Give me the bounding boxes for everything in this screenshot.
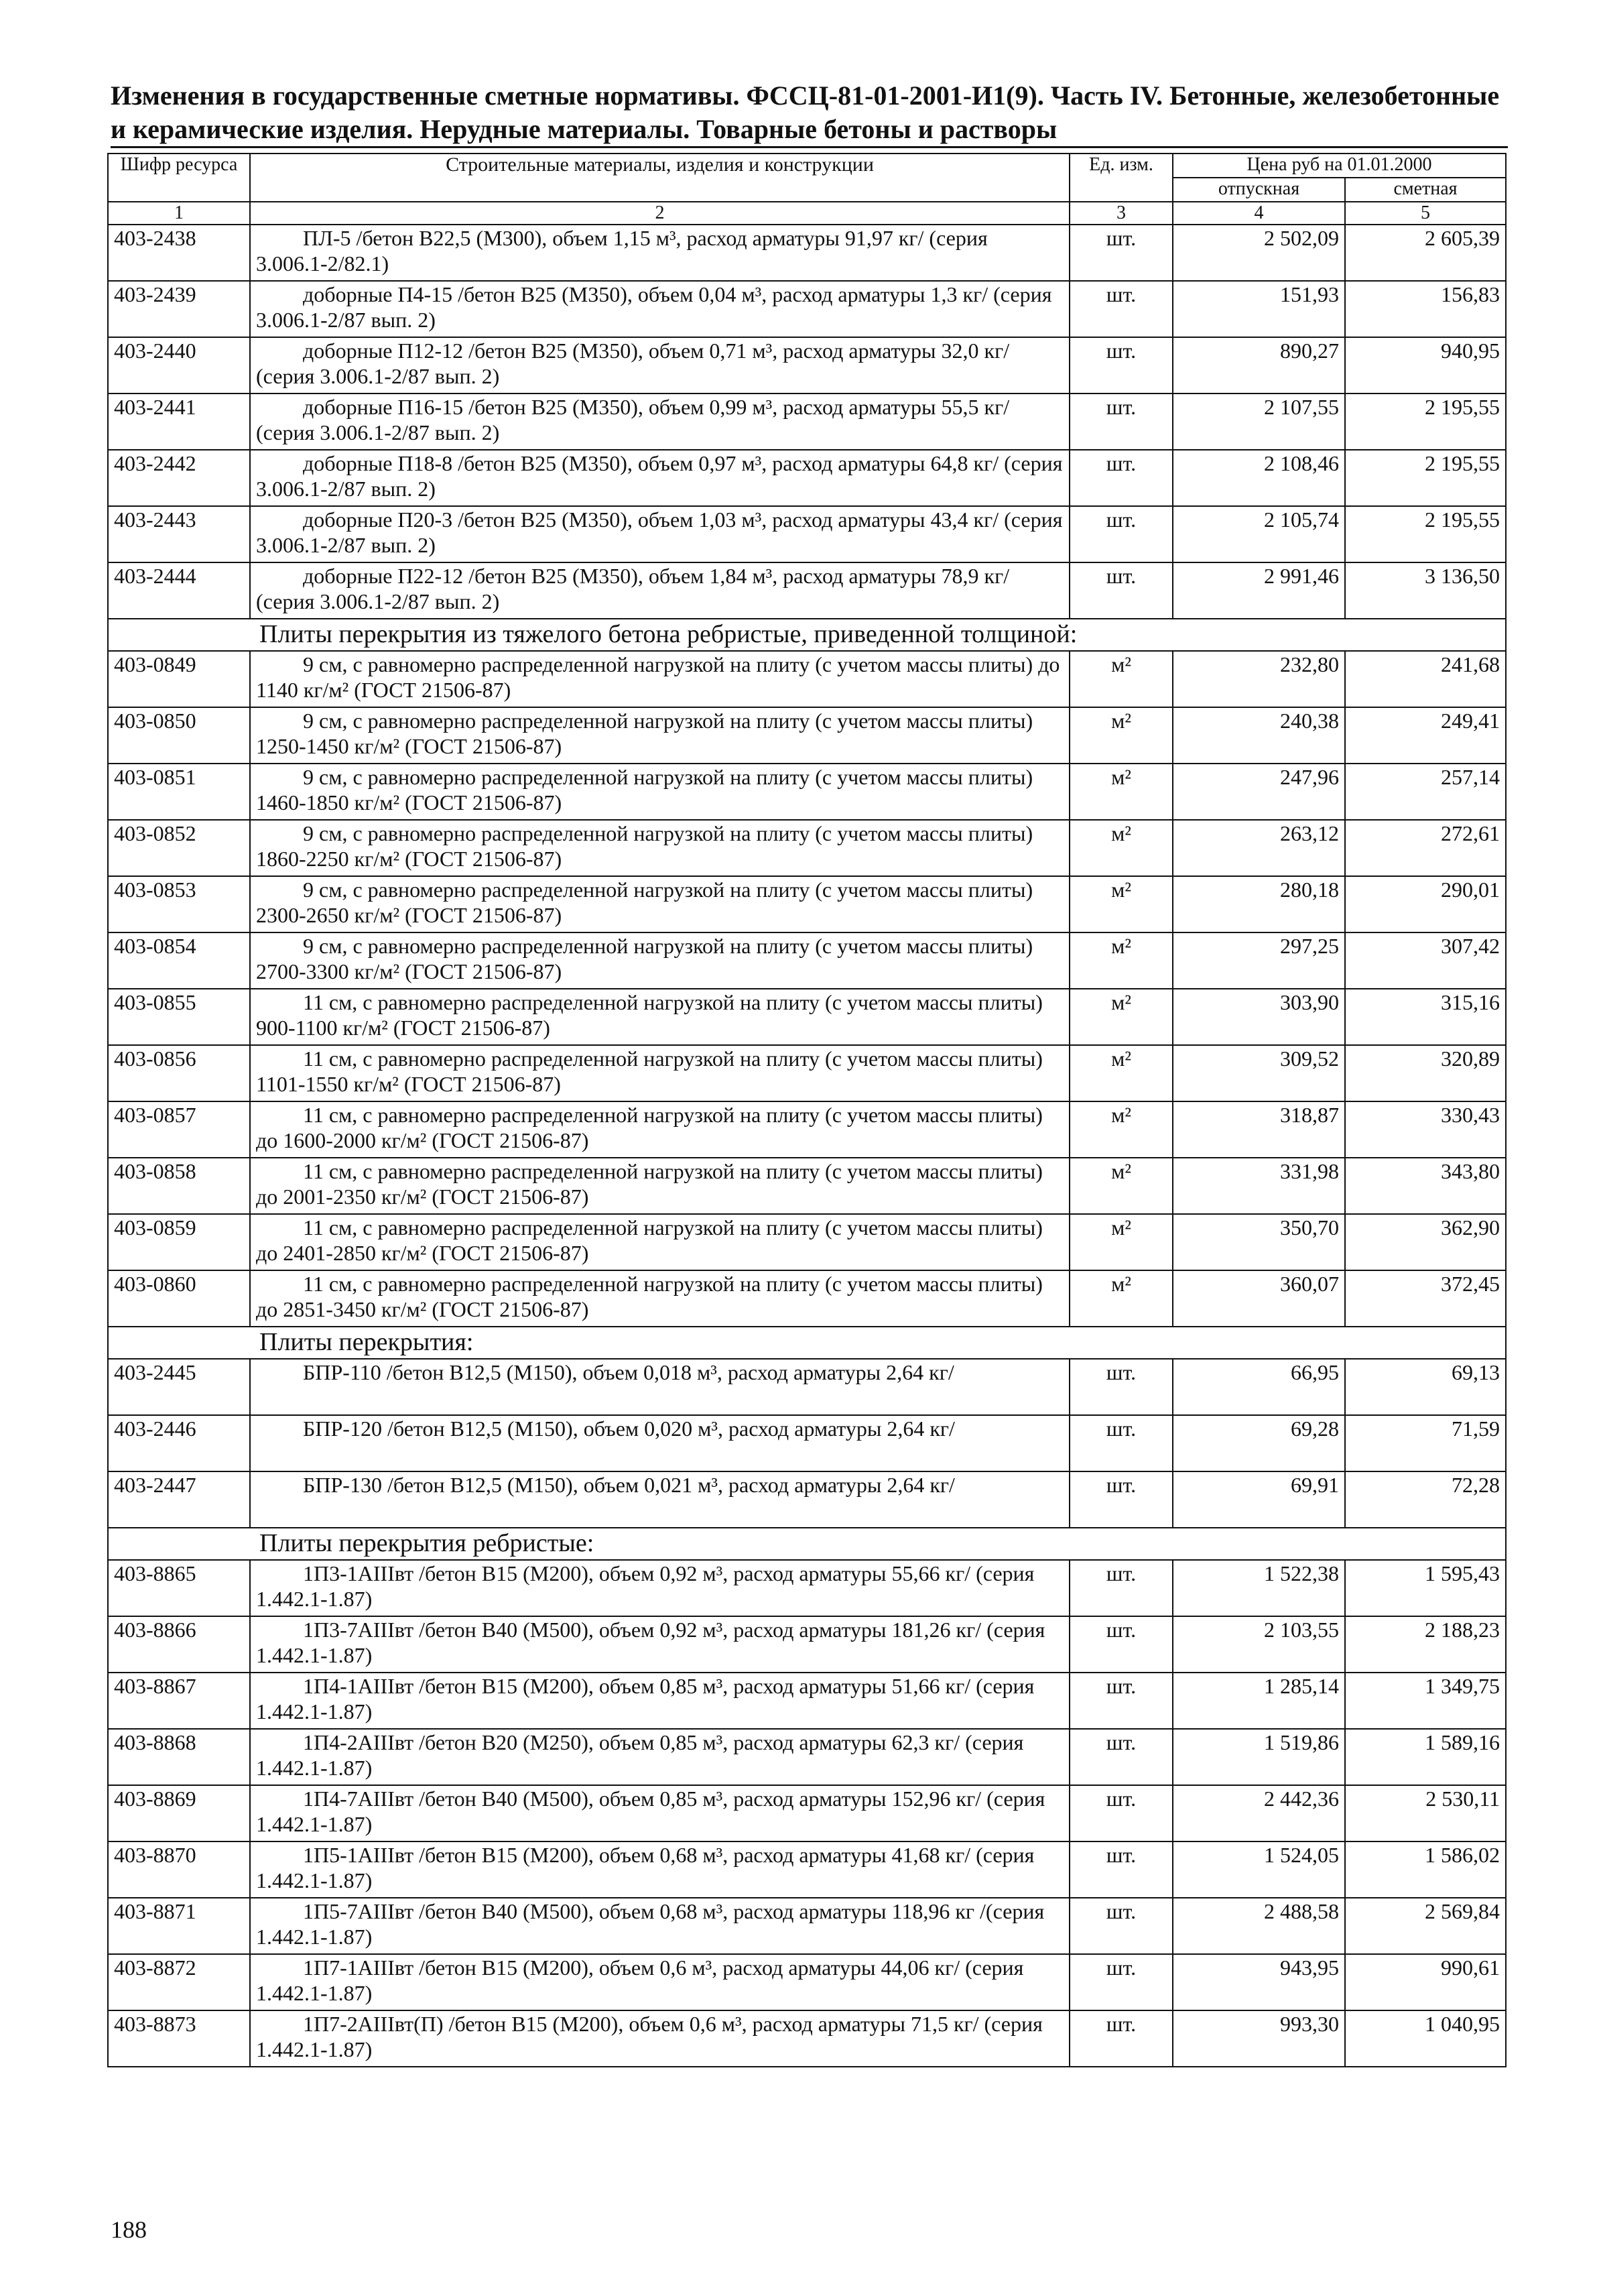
unit-cell: м² xyxy=(1070,1101,1173,1158)
unit-cell: шт. xyxy=(1070,1729,1173,1785)
table-body xyxy=(108,225,1506,2067)
column-number: 5 xyxy=(1345,202,1506,225)
description-text: доборные П12-12 /бетон В25 (М350), объем 0,71 м³, расход арматуры 32,0 кг/ (серия 3.006.1-2/87 вып. 2) xyxy=(256,339,1010,388)
unit-cell: шт. xyxy=(1070,450,1173,506)
release-price-cell: 993,30 xyxy=(1173,2010,1345,2067)
description-cell xyxy=(250,1560,1070,1616)
description-text: доборные П20-3 /бетон В25 (М350), объем 1,03 м³, расход арматуры 43,4 кг/ (серия 3.006.1-2/87 вып. 2) xyxy=(256,507,1063,557)
resource-code-cell: 403-0854 xyxy=(108,932,250,989)
table-row xyxy=(108,1158,1506,1214)
unit-cell: м² xyxy=(1070,989,1173,1045)
estimate-price-cell: 2 195,55 xyxy=(1345,450,1506,506)
unit-cell: м² xyxy=(1070,876,1173,932)
col-header-name: Строительные материалы, изделия и конструкции xyxy=(250,154,1070,202)
col-header-unit: Ед. изм. xyxy=(1070,154,1173,202)
estimate-price-cell: 2 605,39 xyxy=(1345,225,1506,281)
col-header-price: Цена руб на 01.01.2000 xyxy=(1173,154,1506,178)
unit-cell: шт. xyxy=(1070,225,1173,281)
release-price-cell: 318,87 xyxy=(1173,1101,1345,1158)
resource-code-cell: 403-0855 xyxy=(108,989,250,1045)
description-text: 11 см, с равномерно распределенной нагрузкой на плиту (с учетом массы плиты) до 1600-2000 кг/м² (ГОСТ 21506-87) xyxy=(256,1103,1043,1152)
unit-cell: м² xyxy=(1070,1214,1173,1270)
description-cell xyxy=(250,1616,1070,1673)
section-heading: Плиты перекрытия: xyxy=(108,1327,1506,1359)
description-cell xyxy=(250,337,1070,394)
description-text: ПЛ-5 /бетон В22,5 (М300), объем 1,15 м³, расход арматуры 91,97 кг/ (серия 3.006.1-2/82.1) xyxy=(256,226,988,276)
release-price-cell: 360,07 xyxy=(1173,1270,1345,1327)
description-text: 11 см, с равномерно распределенной нагрузкой на плиту (с учетом массы плиты) 900-1100 кг/м² (ГОСТ 21506-87) xyxy=(256,990,1043,1040)
description-text: 1П7-2АIIIвт(П) /бетон В15 (М200), объем 0,6 м³, расход арматуры 71,5 кг/ (серия 1.442.1-1.87) xyxy=(256,2012,1043,2061)
unit-cell: шт. xyxy=(1070,1359,1173,1415)
table-row xyxy=(108,337,1506,394)
estimate-price-cell: 1 349,75 xyxy=(1345,1673,1506,1729)
table-row xyxy=(108,225,1506,281)
unit-cell: шт. xyxy=(1070,1415,1173,1471)
section-heading: Плиты перекрытия из тяжелого бетона ребристые, приведенной толщиной: xyxy=(108,619,1506,651)
description-cell xyxy=(250,506,1070,562)
resource-code-cell: 403-8873 xyxy=(108,2010,250,2067)
description-text: 1П3-7АIIIвт /бетон В40 (М500), объем 0,92 м³, расход арматуры 181,26 кг/ (серия 1.442.1-1.87) xyxy=(256,1618,1045,1667)
resource-code-cell: 403-8867 xyxy=(108,1673,250,1729)
resource-code-cell: 403-2447 xyxy=(108,1471,250,1528)
description-cell xyxy=(250,932,1070,989)
unit-cell: шт. xyxy=(1070,1898,1173,1954)
description-cell xyxy=(250,1785,1070,1841)
table-row xyxy=(108,1560,1506,1616)
column-number: 2 xyxy=(250,202,1070,225)
description-text: 9 см, с равномерно распределенной нагрузкой на плиту (с учетом массы плиты) 1250-1450 кг/м² (ГОСТ 21506-87) xyxy=(256,709,1033,758)
estimate-price-cell: 2 195,55 xyxy=(1345,506,1506,562)
release-price-cell: 232,80 xyxy=(1173,651,1345,707)
estimate-price-cell: 1 040,95 xyxy=(1345,2010,1506,2067)
resource-code-cell: 403-0857 xyxy=(108,1101,250,1158)
resource-code-cell: 403-0849 xyxy=(108,651,250,707)
resource-code-cell: 403-0860 xyxy=(108,1270,250,1327)
table-row xyxy=(108,1471,1506,1528)
release-price-cell: 69,28 xyxy=(1173,1415,1345,1471)
resource-code-cell: 403-0858 xyxy=(108,1158,250,1214)
estimate-price-cell: 257,14 xyxy=(1345,764,1506,820)
description-text: доборные П4-15 /бетон В25 (М350), объем 0,04 м³, расход арматуры 1,3 кг/ (серия 3.006.1-2/87 вып. 2) xyxy=(256,282,1052,332)
release-price-cell: 247,96 xyxy=(1173,764,1345,820)
release-price-cell: 69,91 xyxy=(1173,1471,1345,1528)
resource-code-cell: 403-0856 xyxy=(108,1045,250,1101)
table-row xyxy=(108,562,1506,619)
description-text: 1П7-1АIIIвт /бетон В15 (М200), объем 0,6 м³, расход арматуры 44,06 кг/ (серия 1.442.1-1.87) xyxy=(256,1955,1024,2005)
table-row xyxy=(108,932,1506,989)
description-text: 1П5-1АIIIвт /бетон В15 (М200), объем 0,68 м³, расход арматуры 41,68 кг/ (серия 1.442.1-1.87) xyxy=(256,1843,1035,1892)
estimate-price-cell: 272,61 xyxy=(1345,820,1506,876)
release-price-cell: 1 524,05 xyxy=(1173,1841,1345,1898)
description-cell xyxy=(250,562,1070,619)
estimate-price-cell: 330,43 xyxy=(1345,1101,1506,1158)
release-price-cell: 297,25 xyxy=(1173,932,1345,989)
unit-cell: м² xyxy=(1070,764,1173,820)
description-cell xyxy=(250,876,1070,932)
table-row xyxy=(108,1729,1506,1785)
description-cell xyxy=(250,707,1070,764)
description-cell xyxy=(250,2010,1070,2067)
estimate-price-cell: 290,01 xyxy=(1345,876,1506,932)
col-header-price-release: отпускная xyxy=(1173,178,1345,202)
description-cell xyxy=(250,989,1070,1045)
description-text: 11 см, с равномерно распределенной нагрузкой на плиту (с учетом массы плиты) до 2401-2850 кг/м² (ГОСТ 21506-87) xyxy=(256,1215,1043,1265)
description-text: доборные П22-12 /бетон В25 (М350), объем 1,84 м³, расход арматуры 78,9 кг/ (серия 3.006.1-2/87 вып. 2) xyxy=(256,564,1010,613)
table-row xyxy=(108,1270,1506,1327)
unit-cell: шт. xyxy=(1070,337,1173,394)
release-price-cell: 943,95 xyxy=(1173,1954,1345,2010)
estimate-price-cell: 3 136,50 xyxy=(1345,562,1506,619)
resource-code-cell: 403-2446 xyxy=(108,1415,250,1471)
table-row xyxy=(108,2010,1506,2067)
resource-code-cell: 403-8870 xyxy=(108,1841,250,1898)
estimate-price-cell: 72,28 xyxy=(1345,1471,1506,1528)
description-cell xyxy=(250,1841,1070,1898)
release-price-cell: 309,52 xyxy=(1173,1045,1345,1101)
estimate-price-cell: 307,42 xyxy=(1345,932,1506,989)
release-price-cell: 2 107,55 xyxy=(1173,394,1345,450)
resource-code-cell: 403-2438 xyxy=(108,225,250,281)
estimate-price-cell: 1 595,43 xyxy=(1345,1560,1506,1616)
resource-code-cell: 403-2441 xyxy=(108,394,250,450)
description-text: 9 см, с равномерно распределенной нагрузкой на плиту (с учетом массы плиты) 2700-3300 кг/м² (ГОСТ 21506-87) xyxy=(256,934,1033,983)
release-price-cell: 263,12 xyxy=(1173,820,1345,876)
description-cell xyxy=(250,1214,1070,1270)
description-cell xyxy=(250,281,1070,337)
estimate-price-cell: 990,61 xyxy=(1345,1954,1506,2010)
release-price-cell: 2 991,46 xyxy=(1173,562,1345,619)
unit-cell: м² xyxy=(1070,707,1173,764)
table-row xyxy=(108,506,1506,562)
release-price-cell: 1 519,86 xyxy=(1173,1729,1345,1785)
column-number-row xyxy=(108,202,1506,225)
table-row xyxy=(108,820,1506,876)
resource-code-cell: 403-0859 xyxy=(108,1214,250,1270)
resource-code-cell: 403-2445 xyxy=(108,1359,250,1415)
table-row xyxy=(108,989,1506,1045)
resource-code-cell: 403-0850 xyxy=(108,707,250,764)
unit-cell: шт. xyxy=(1070,1841,1173,1898)
description-cell xyxy=(250,1359,1070,1415)
description-cell xyxy=(250,1101,1070,1158)
resource-code-cell: 403-0851 xyxy=(108,764,250,820)
table-row xyxy=(108,1841,1506,1898)
resource-code-cell: 403-8871 xyxy=(108,1898,250,1954)
table-row xyxy=(108,1101,1506,1158)
release-price-cell: 151,93 xyxy=(1173,281,1345,337)
estimate-price-cell: 69,13 xyxy=(1345,1359,1506,1415)
resource-code-cell: 403-2439 xyxy=(108,281,250,337)
unit-cell: шт. xyxy=(1070,562,1173,619)
estimate-price-cell: 71,59 xyxy=(1345,1415,1506,1471)
description-text: 9 см, с равномерно распределенной нагрузкой на плиту (с учетом массы плиты) 1860-2250 кг/м² (ГОСТ 21506-87) xyxy=(256,821,1033,871)
description-cell xyxy=(250,1415,1070,1471)
table-row xyxy=(108,1359,1506,1415)
resource-code-cell: 403-8869 xyxy=(108,1785,250,1841)
table-row xyxy=(108,1785,1506,1841)
table-row xyxy=(108,1898,1506,1954)
release-price-cell: 2 103,55 xyxy=(1173,1616,1345,1673)
description-cell xyxy=(250,1954,1070,2010)
column-number: 3 xyxy=(1070,202,1173,225)
description-cell xyxy=(250,1471,1070,1528)
unit-cell: шт. xyxy=(1070,1673,1173,1729)
page-header-title: Изменения в государственные сметные нормативы. ФССЦ-81-01-2001-И1(9). Часть IV. Бетонные, железобетонные и керамические изделия. Нерудные материалы. Товарные бетоны и растворы xyxy=(111,80,1500,144)
unit-cell: шт. xyxy=(1070,394,1173,450)
estimate-price-cell: 343,80 xyxy=(1345,1158,1506,1214)
column-number: 4 xyxy=(1173,202,1345,225)
section-heading-row xyxy=(108,619,1506,651)
header-divider xyxy=(111,146,1508,148)
description-cell xyxy=(250,651,1070,707)
description-cell xyxy=(250,394,1070,450)
table-row xyxy=(108,1616,1506,1673)
table-row xyxy=(108,707,1506,764)
table-row xyxy=(108,450,1506,506)
table-row xyxy=(108,764,1506,820)
unit-cell: шт. xyxy=(1070,1471,1173,1528)
col-header-price-estimate: сметная xyxy=(1345,178,1506,202)
description-cell xyxy=(250,225,1070,281)
resource-code-cell: 403-2444 xyxy=(108,562,250,619)
description-cell xyxy=(250,1045,1070,1101)
release-price-cell: 66,95 xyxy=(1173,1359,1345,1415)
page-number: 188 xyxy=(111,2216,147,2243)
description-text: БПР-120 /бетон В12,5 (М150), объем 0,020 м³, расход арматуры 2,64 кг/ xyxy=(303,1416,955,1441)
release-price-cell: 240,38 xyxy=(1173,707,1345,764)
release-price-cell: 2 488,58 xyxy=(1173,1898,1345,1954)
table-row xyxy=(108,1045,1506,1101)
estimate-price-cell: 372,45 xyxy=(1345,1270,1506,1327)
release-price-cell: 331,98 xyxy=(1173,1158,1345,1214)
description-cell xyxy=(250,1158,1070,1214)
unit-cell: м² xyxy=(1070,1270,1173,1327)
description-text: 11 см, с равномерно распределенной нагрузкой на плиту (с учетом массы плиты) до 2001-2350 кг/м² (ГОСТ 21506-87) xyxy=(256,1159,1043,1209)
description-text: доборные П18-8 /бетон В25 (М350), объем 0,97 м³, расход арматуры 64,8 кг/ (серия 3.006.1-2/87 вып. 2) xyxy=(256,451,1063,501)
release-price-cell: 2 108,46 xyxy=(1173,450,1345,506)
table-row xyxy=(108,876,1506,932)
estimate-price-cell: 2 195,55 xyxy=(1345,394,1506,450)
resource-code-cell: 403-8866 xyxy=(108,1616,250,1673)
release-price-cell: 2 442,36 xyxy=(1173,1785,1345,1841)
resource-code-cell: 403-8872 xyxy=(108,1954,250,2010)
column-number: 1 xyxy=(108,202,250,225)
description-text: 11 см, с равномерно распределенной нагрузкой на плиту (с учетом массы плиты) до 2851-3450 кг/м² (ГОСТ 21506-87) xyxy=(256,1272,1043,1321)
description-text: 1П5-7АIIIвт /бетон В40 (М500), объем 0,68 м³, расход арматуры 118,96 кг /(серия 1.442.1-1.87) xyxy=(256,1899,1045,1949)
release-price-cell: 303,90 xyxy=(1173,989,1345,1045)
table-row xyxy=(108,394,1506,450)
section-heading-row xyxy=(108,1528,1506,1560)
unit-cell: шт. xyxy=(1070,1954,1173,2010)
resource-code-cell: 403-8865 xyxy=(108,1560,250,1616)
description-cell xyxy=(250,820,1070,876)
release-price-cell: 280,18 xyxy=(1173,876,1345,932)
table-row xyxy=(108,651,1506,707)
description-text: доборные П16-15 /бетон В25 (М350), объем 0,99 м³, расход арматуры 55,5 кг/ (серия 3.006.1-2/87 вып. 2) xyxy=(256,395,1010,444)
table-row xyxy=(108,1214,1506,1270)
release-price-cell: 350,70 xyxy=(1173,1214,1345,1270)
section-heading-row xyxy=(108,1327,1506,1359)
resource-code-cell: 403-2442 xyxy=(108,450,250,506)
description-text: 11 см, с равномерно распределенной нагрузкой на плиту (с учетом массы плиты) 1101-1550 кг/м² (ГОСТ 21506-87) xyxy=(256,1046,1043,1096)
resource-code-cell: 403-0852 xyxy=(108,820,250,876)
unit-cell: шт. xyxy=(1070,506,1173,562)
description-cell xyxy=(250,1673,1070,1729)
estimate-price-cell: 241,68 xyxy=(1345,651,1506,707)
estimate-price-cell: 362,90 xyxy=(1345,1214,1506,1270)
unit-cell: м² xyxy=(1070,651,1173,707)
description-text: 1П4-7АIIIвт /бетон В40 (М500), объем 0,85 м³, расход арматуры 152,96 кг/ (серия 1.442.1-1.87) xyxy=(256,1787,1045,1836)
estimate-price-cell: 315,16 xyxy=(1345,989,1506,1045)
unit-cell: м² xyxy=(1070,1158,1173,1214)
release-price-cell: 2 105,74 xyxy=(1173,506,1345,562)
col-header-code: Шифр ресурса xyxy=(108,154,250,202)
description-cell xyxy=(250,1729,1070,1785)
description-cell xyxy=(250,1898,1070,1954)
table-row xyxy=(108,1673,1506,1729)
description-cell xyxy=(250,1270,1070,1327)
resource-code-cell: 403-2443 xyxy=(108,506,250,562)
unit-cell: шт. xyxy=(1070,1560,1173,1616)
section-heading: Плиты перекрытия ребристые: xyxy=(108,1528,1506,1560)
resource-code-cell: 403-0853 xyxy=(108,876,250,932)
unit-cell: м² xyxy=(1070,1045,1173,1101)
table-row xyxy=(108,281,1506,337)
estimate-price-cell: 249,41 xyxy=(1345,707,1506,764)
table-row xyxy=(108,1415,1506,1471)
description-text: 1П4-2АIIIвт /бетон В20 (М250), объем 0,85 м³, расход арматуры 62,3 кг/ (серия 1.442.1-1.87) xyxy=(256,1730,1024,1780)
description-text: 1П4-1АIIIвт /бетон В15 (М200), объем 0,85 м³, расход арматуры 51,66 кг/ (серия 1.442.1-1.87) xyxy=(256,1674,1035,1724)
estimate-price-cell: 940,95 xyxy=(1345,337,1506,394)
description-cell xyxy=(250,764,1070,820)
unit-cell: шт. xyxy=(1070,2010,1173,2067)
description-cell xyxy=(250,450,1070,506)
description-text: БПР-110 /бетон В12,5 (М150), объем 0,018 м³, расход арматуры 2,64 кг/ xyxy=(303,1360,954,1384)
estimate-price-cell: 1 586,02 xyxy=(1345,1841,1506,1898)
description-text: 9 см, с равномерно распределенной нагрузкой на плиту (с учетом массы плиты) 2300-2650 кг/м² (ГОСТ 21506-87) xyxy=(256,878,1033,927)
release-price-cell: 1 522,38 xyxy=(1173,1560,1345,1616)
resource-code-cell: 403-2440 xyxy=(108,337,250,394)
unit-cell: шт. xyxy=(1070,281,1173,337)
release-price-cell: 1 285,14 xyxy=(1173,1673,1345,1729)
unit-cell: м² xyxy=(1070,820,1173,876)
price-table xyxy=(107,153,1507,2067)
table-row xyxy=(108,1954,1506,2010)
description-text: 9 см, с равномерно распределенной нагрузкой на плиту (с учетом массы плиты) 1460-1850 кг/м² (ГОСТ 21506-87) xyxy=(256,765,1033,814)
estimate-price-cell: 320,89 xyxy=(1345,1045,1506,1101)
resource-code-cell: 403-8868 xyxy=(108,1729,250,1785)
description-text: БПР-130 /бетон В12,5 (М150), объем 0,021 м³, расход арматуры 2,64 кг/ xyxy=(303,1473,955,1497)
estimate-price-cell: 2 569,84 xyxy=(1345,1898,1506,1954)
unit-cell: шт. xyxy=(1070,1616,1173,1673)
estimate-price-cell: 2 188,23 xyxy=(1345,1616,1506,1673)
description-text: 9 см, с равномерно распределенной нагрузкой на плиту (с учетом массы плиты) до 1140 кг/м² (ГОСТ 21506-87) xyxy=(256,652,1060,702)
description-text: 1П3-1АIIIвт /бетон В15 (М200), объем 0,92 м³, расход арматуры 55,66 кг/ (серия 1.442.1-1.87) xyxy=(256,1561,1035,1611)
estimate-price-cell: 156,83 xyxy=(1345,281,1506,337)
unit-cell: м² xyxy=(1070,932,1173,989)
release-price-cell: 890,27 xyxy=(1173,337,1345,394)
estimate-price-cell: 1 589,16 xyxy=(1345,1729,1506,1785)
estimate-price-cell: 2 530,11 xyxy=(1345,1785,1506,1841)
release-price-cell: 2 502,09 xyxy=(1173,225,1345,281)
unit-cell: шт. xyxy=(1070,1785,1173,1841)
